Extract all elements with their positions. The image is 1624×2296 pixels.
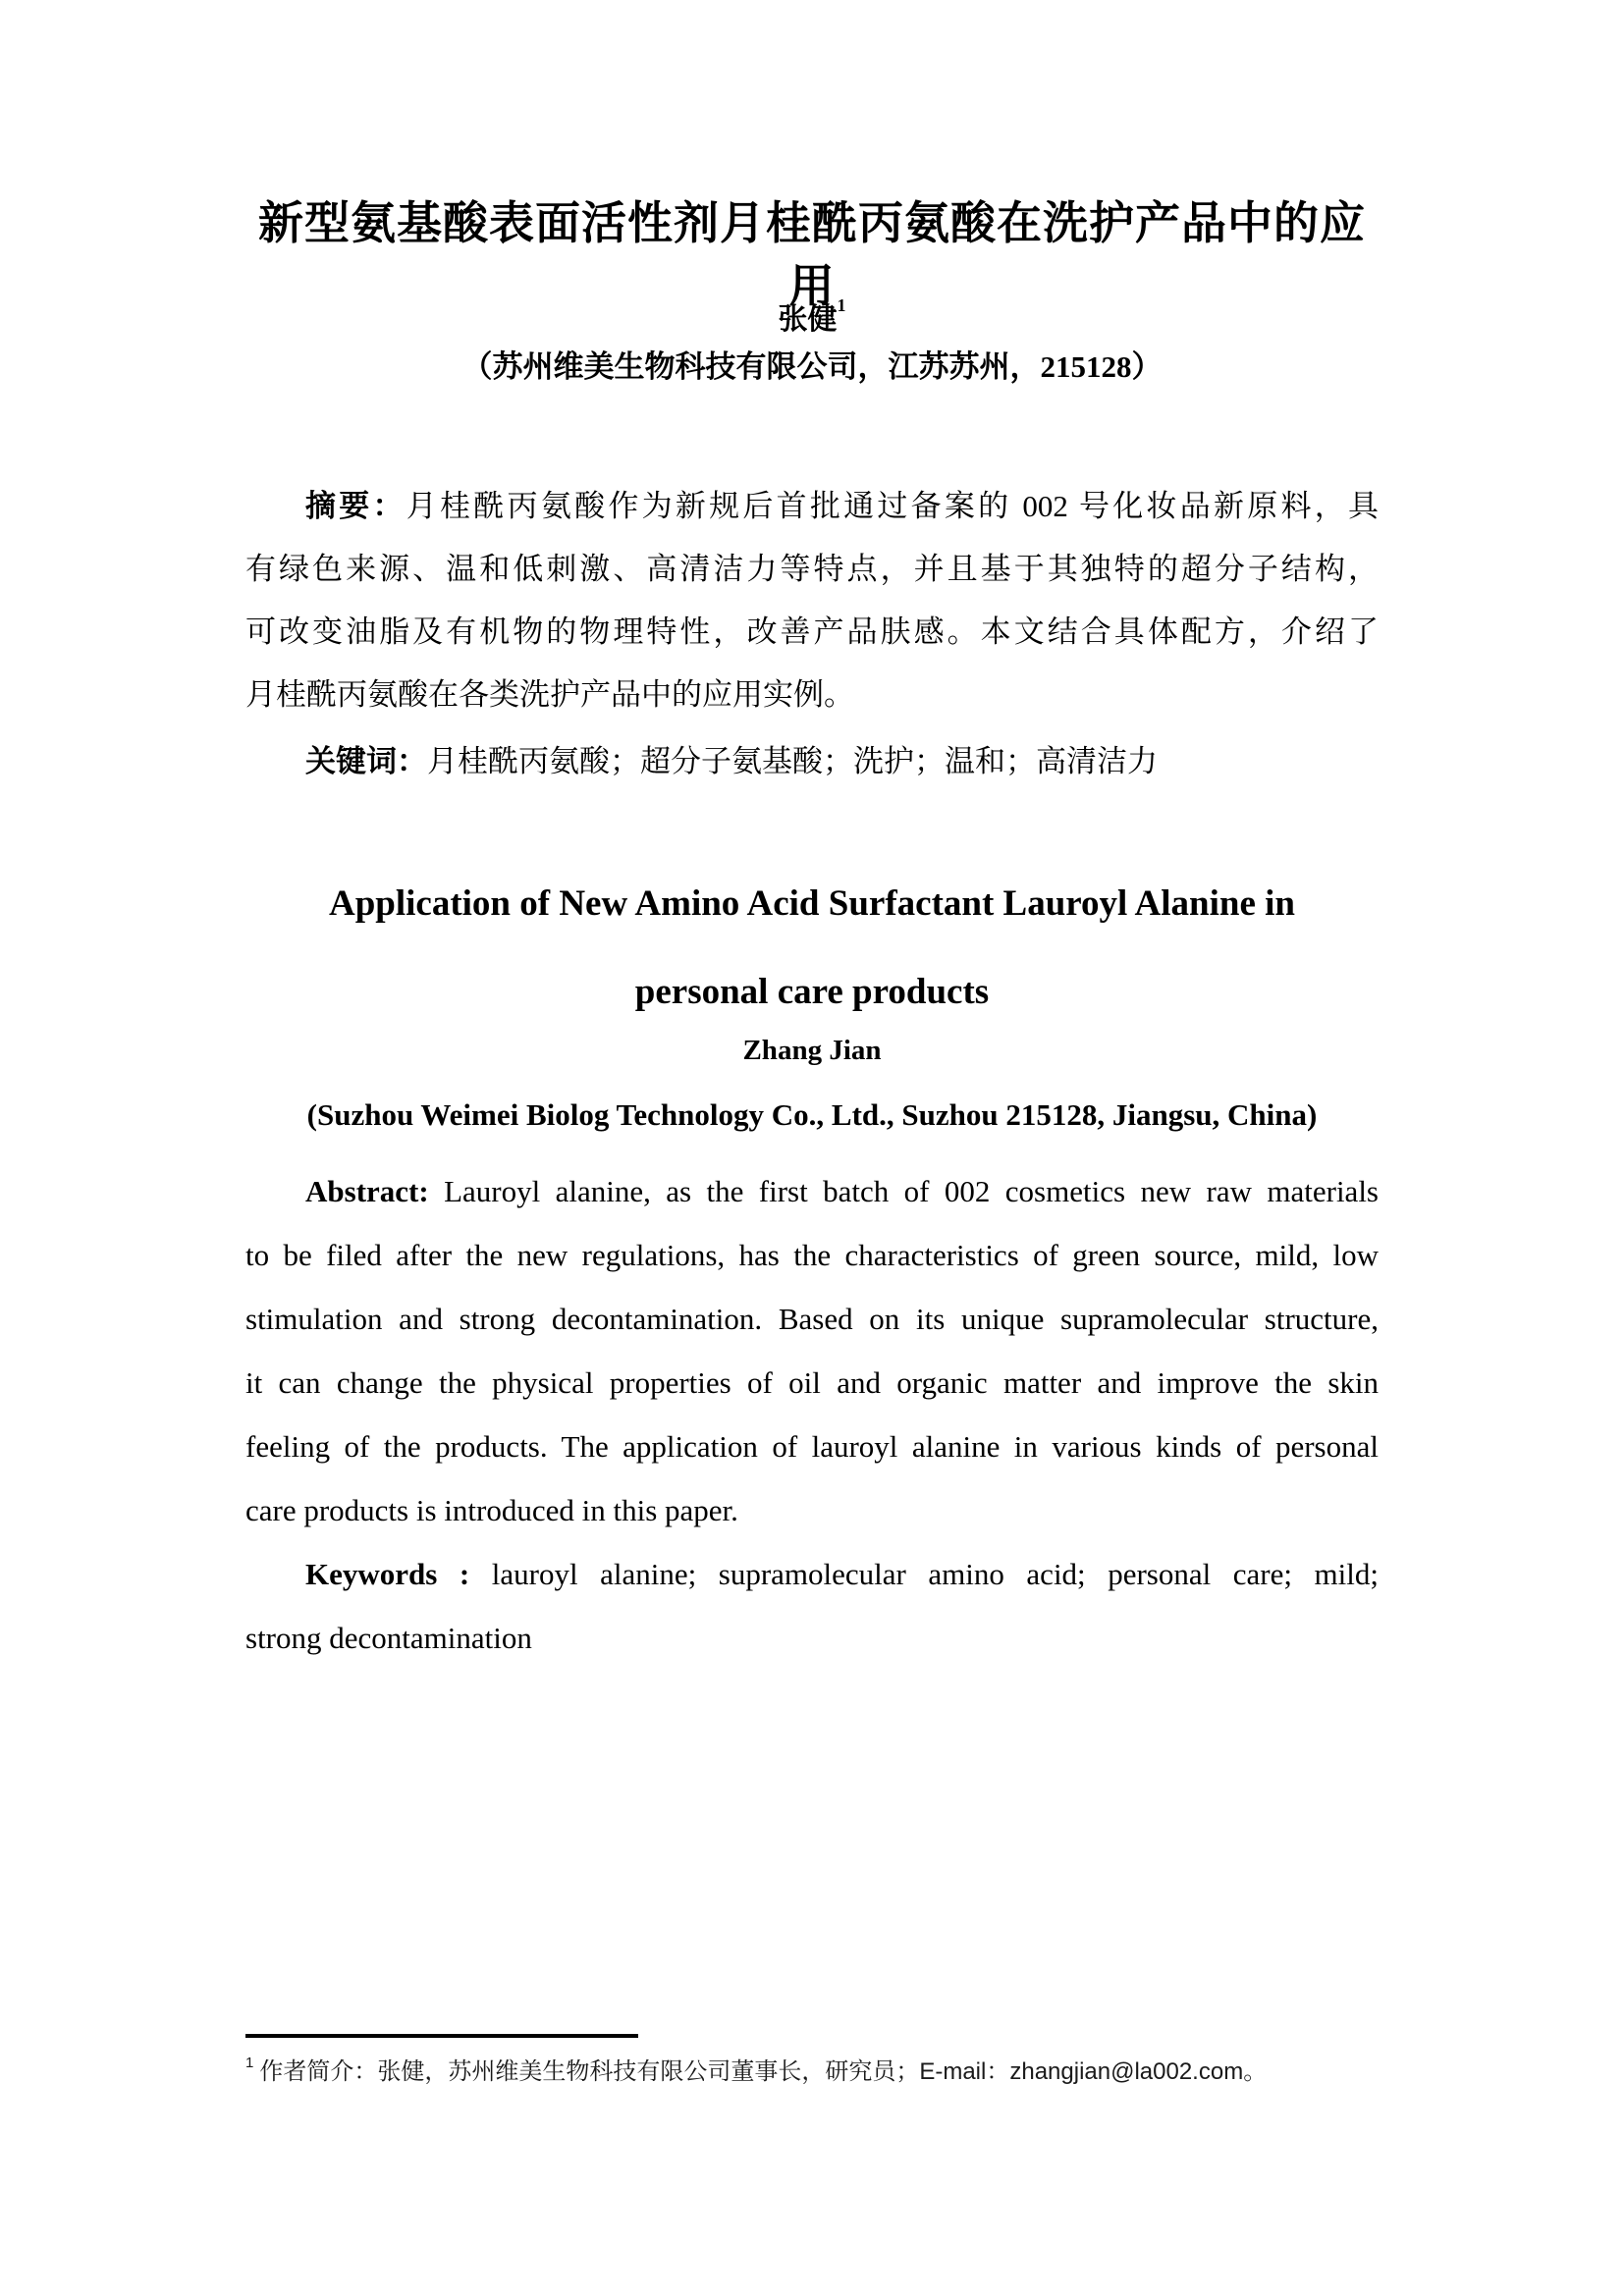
abstract-cn-label: 摘要：: [305, 489, 406, 523]
author-line-cn: [245, 283, 1379, 343]
keywords-en-line: [245, 1542, 1379, 1606]
abstract-en: [245, 1159, 1379, 1542]
abstract-cn-line: 有绿色来源、温和低刺激、高清洁力等特点，并且基于其独特的超分子结构，: [245, 552, 1379, 586]
abstract-cn-line: [245, 475, 1379, 538]
author-footnote-marker: 1: [837, 295, 846, 315]
affiliation-cn: （苏州维美生物科技有限公司，江苏苏州，215128）: [461, 349, 1163, 384]
abstract-en-text: Lauroyl alanine, as the first batch of 002 cosmetics new raw materials: [428, 1174, 1379, 1208]
footnote-marker: 1: [245, 2055, 254, 2071]
abstract-en-line: feeling of the products. The application of lauroyl alanine in various kinds of personal: [245, 1429, 1379, 1464]
keywords-en-text: lauroyl alanine; supramolecular amino acid; personal care; mild;: [469, 1557, 1379, 1591]
keywords-cn-line: [245, 730, 1379, 793]
keywords-cn-text: 月桂酰丙氨酸；超分子氨基酸；洗护；温和；高清洁力: [427, 744, 1158, 778]
footnote-text: 作者简介：张健，苏州维美生物科技有限公司董事长，研究员；E-mail：zhangjian@la002.com。: [259, 2058, 1268, 2085]
affiliation-en: (Suzhou Weimei Biolog Technology Co., Ltd., Suzhou 215128, Jiangsu, China): [306, 1097, 1318, 1132]
abstract-en-line: stimulation and strong decontamination. Based on its unique supramolecular structure,: [245, 1302, 1379, 1336]
footnote-separator-rule: [245, 2034, 638, 2038]
paper-title-en: [245, 860, 1379, 1037]
keywords-cn: [245, 730, 1379, 793]
paper-title-en-line1: Application of New Amino Acid Surfactant Lauroyl Alanine in: [328, 883, 1296, 924]
keywords-cn-label: 关键词：: [305, 744, 427, 778]
paper-title-en-line2: personal care products: [634, 972, 990, 1012]
paper-title-cn: 新型氨基酸表面活性剂月桂酰丙氨酸在洗护产品中的应用: [258, 198, 1366, 311]
keywords-en-label: Keywords :: [305, 1557, 470, 1591]
keywords-en-line: strong decontamination: [245, 1621, 532, 1655]
abstract-cn-line: 可改变油脂及有机物的物理特性，改善产品肤感。本文结合具体配方，介绍了: [245, 614, 1379, 649]
abstract-en-line: to be filed after the new regulations, has the characteristics of green source, mild, low: [245, 1238, 1379, 1272]
abstract-en-line: care products is introduced in this paper.: [245, 1493, 738, 1527]
keywords-en: [245, 1542, 1379, 1670]
abstract-en-label: Abstract:: [305, 1174, 429, 1208]
author-name-cn: 张健: [778, 303, 838, 336]
author-line-en: Zhang Jian: [742, 1035, 882, 1066]
footnote: [245, 2044, 1379, 2092]
abstract-cn-line: 月桂酰丙氨酸在各类洗护产品中的应用实例。: [245, 677, 854, 712]
abstract-en-line: [245, 1159, 1379, 1223]
abstract-en-line: it can change the physical properties of oil and organic matter and improve the skin: [245, 1365, 1379, 1400]
abstract-cn-text: 月桂酰丙氨酸作为新规后首批通过备案的 002 号化妆品新原料，具: [406, 489, 1380, 523]
abstract-cn: [245, 475, 1379, 726]
